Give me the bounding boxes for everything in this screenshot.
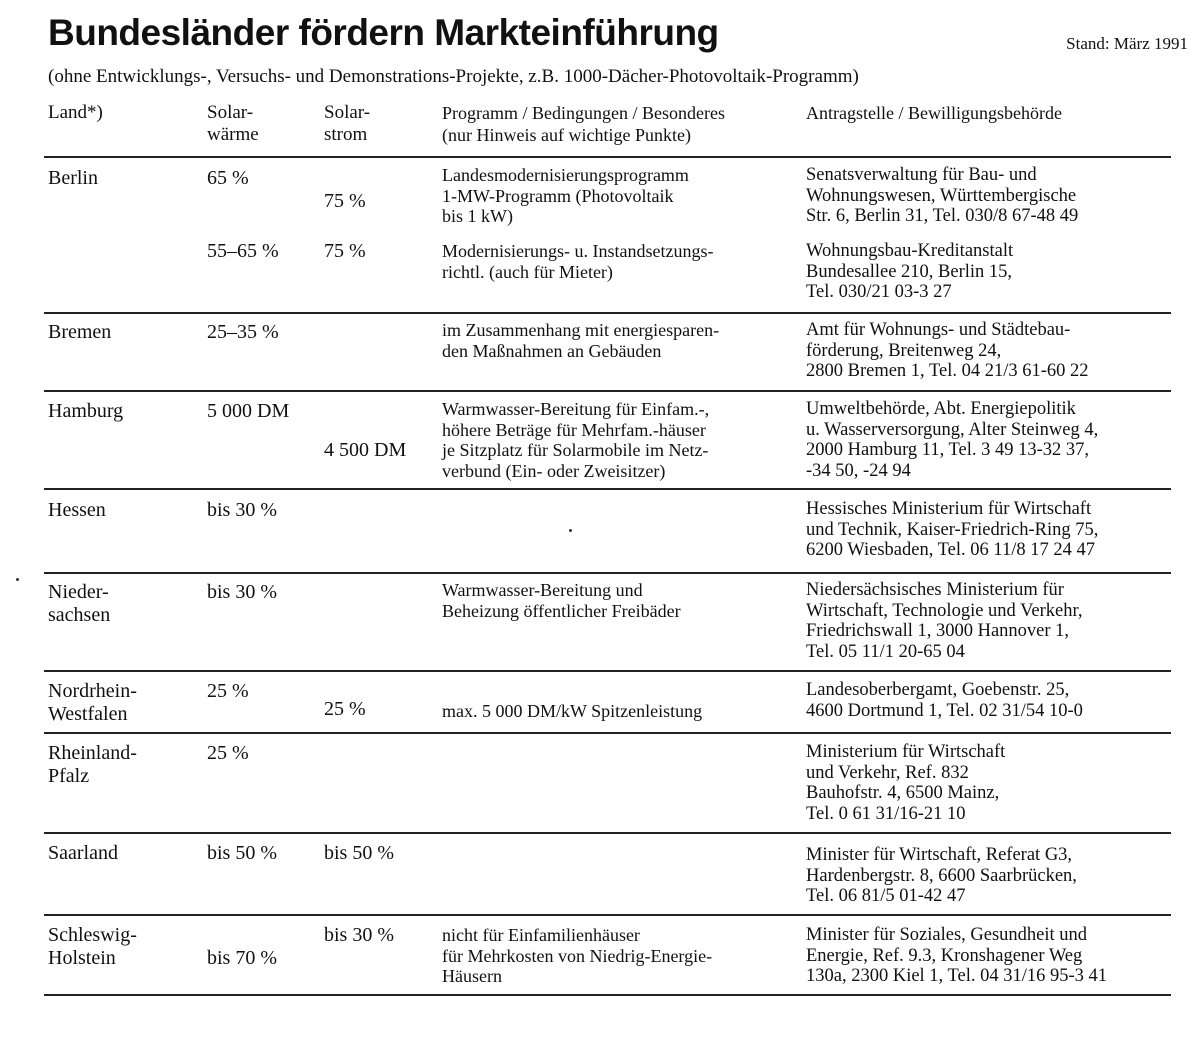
programm-cell: max. 5 000 DM/kW Spitzenleistung <box>442 701 703 721</box>
land-cell: Bremen <box>48 321 112 343</box>
table-rule <box>44 312 1171 314</box>
solarwaerme-cell: bis 30 % <box>207 499 277 521</box>
behoerde-cell: Ministerium für Wirtschaft und Verkehr, Ref. 832 Bauhofstr. 4, 6500 Mainz, Tel. 0 61 31/16-21 10 <box>806 742 1006 824</box>
land-cell: Nieder- sachsen <box>48 581 111 626</box>
land-cell: Hamburg <box>48 400 124 422</box>
scan-speck <box>16 578 19 581</box>
solarwaerme-cell: 5 000 DM <box>207 400 290 422</box>
programm-cell: Warmwasser-Bereitung für Einfam.-, höhere Beträge für Mehrfam.-häuser je Sitzplatz für Solarmobile im Netz- verbund (Ein- oder Zweisitzer) <box>442 399 710 481</box>
behoerde-cell: Minister für Soziales, Gesundheit und Energie, Ref. 9.3, Kronshagener Weg 130a, 2300 Kiel 1, Tel. 04 31/16 95-3 41 <box>806 925 1108 986</box>
programm-cell: Landesmodernisierungsprogramm 1-MW-Programm (Photovoltaik bis 1 kW) <box>442 165 689 226</box>
solarstrom-cell: 75 % <box>324 190 366 212</box>
table-rule <box>44 670 1171 672</box>
behoerde-cell: Hessisches Ministerium für Wirtschaft und Technik, Kaiser-Friedrich-Ring 75, 6200 Wiesbaden, Tel. 06 11/8 17 24 47 <box>806 499 1099 560</box>
solarwaerme-cell: 55–65 % <box>207 240 279 262</box>
land-cell: Rheinland- Pfalz <box>48 742 137 787</box>
table-rule <box>44 156 1171 158</box>
solarstrom-cell: 25 % <box>324 698 366 720</box>
behoerde-cell: Umweltbehörde, Abt. Energiepolitik u. Wasserversorgung, Alter Steinweg 4, 2000 Hamburg 11, Tel. 3 49 13-32 37, -34 50, -24 94 <box>806 399 1099 481</box>
table-rule <box>44 732 1171 734</box>
behoerde-cell: Wohnungsbau-Kreditanstalt Bundesallee 210, Berlin 15, Tel. 030/21 03-3 27 <box>806 241 1014 302</box>
behoerde-cell: Niedersächsisches Ministerium für Wirtschaft, Technologie und Verkehr, Friedrichswall 1, 3000 Hannover 1, Tel. 05 11/1 20-65 04 <box>806 580 1083 662</box>
table-rule <box>44 832 1171 834</box>
land-cell: Berlin <box>48 167 98 189</box>
stand-date: Stand: März 1991 <box>1066 34 1188 53</box>
programm-cell: Warmwasser-Bereitung und Beheizung öffentlicher Freibäder <box>442 580 681 621</box>
behoerde-cell: Senatsverwaltung für Bau- und Wohnungswesen, Württembergische Str. 6, Berlin 31, Tel. 030/8 67-48 49 <box>806 165 1079 226</box>
land-cell: Schleswig- Holstein <box>48 924 137 969</box>
land-cell: Saarland <box>48 842 118 864</box>
solarstrom-cell: bis 50 % <box>324 842 394 864</box>
table-rule <box>44 914 1171 916</box>
solarwaerme-cell: bis 50 % <box>207 842 277 864</box>
programm-cell: Modernisierungs- u. Instandsetzungs- richtl. (auch für Mieter) <box>442 241 714 282</box>
solarstrom-cell: bis 30 % <box>324 924 394 946</box>
solarstrom-cell: 4 500 DM <box>324 439 407 461</box>
solarstrom-cell: 75 % <box>324 240 366 262</box>
programm-cell: nicht für Einfamilienhäuser für Mehrkosten von Niedrig-Energie- Häusern <box>442 925 713 986</box>
land-cell: Hessen <box>48 499 106 521</box>
table-rule <box>44 488 1171 490</box>
table-rule <box>44 572 1171 574</box>
solarwaerme-cell: 25 % <box>207 680 249 702</box>
solarwaerme-cell: bis 70 % <box>207 947 277 969</box>
solarwaerme-cell: bis 30 % <box>207 581 277 603</box>
header-behoerde: Antragstelle / Bewilligungsbehörde <box>806 103 1062 123</box>
table-rule <box>44 390 1171 392</box>
subtitle: (ohne Entwicklungs-, Versuchs- und Demonstrations-Projekte, z.B. 1000-Dächer-Photovoltaik-Programm) <box>48 66 859 87</box>
behoerde-cell: Amt für Wohnungs- und Städtebau- förderung, Breitenweg 24, 2800 Bremen 1, Tel. 04 21/3 61-60 22 <box>806 320 1089 381</box>
header-programm: Programm / Bedingungen / Besonderes (nur Hinweis auf wichtige Punkte) <box>442 103 725 145</box>
header-solarstrom: Solar- strom <box>324 102 371 145</box>
land-cell: Nordrhein- Westfalen <box>48 680 137 725</box>
behoerde-cell: Minister für Wirtschaft, Referat G3, Hardenbergstr. 8, 6600 Saarbrücken, Tel. 06 81/5 01-42 47 <box>806 845 1077 906</box>
header-land: Land*) <box>48 102 103 123</box>
solarwaerme-cell: 25–35 % <box>207 321 279 343</box>
header-solarwaerme: Solar- wärme <box>207 102 259 145</box>
solarwaerme-cell: 65 % <box>207 167 249 189</box>
behoerde-cell: Landesoberbergamt, Goebenstr. 25, 4600 Dortmund 1, Tel. 02 31/54 10-0 <box>806 680 1083 721</box>
table-rule <box>44 994 1171 996</box>
solarwaerme-cell: 25 % <box>207 742 249 764</box>
programm-cell: im Zusammenhang mit energiesparen- den Maßnahmen an Gebäuden <box>442 320 720 361</box>
scan-speck <box>569 529 572 532</box>
page-title: Bundesländer fördern Markteinführung <box>48 12 719 53</box>
